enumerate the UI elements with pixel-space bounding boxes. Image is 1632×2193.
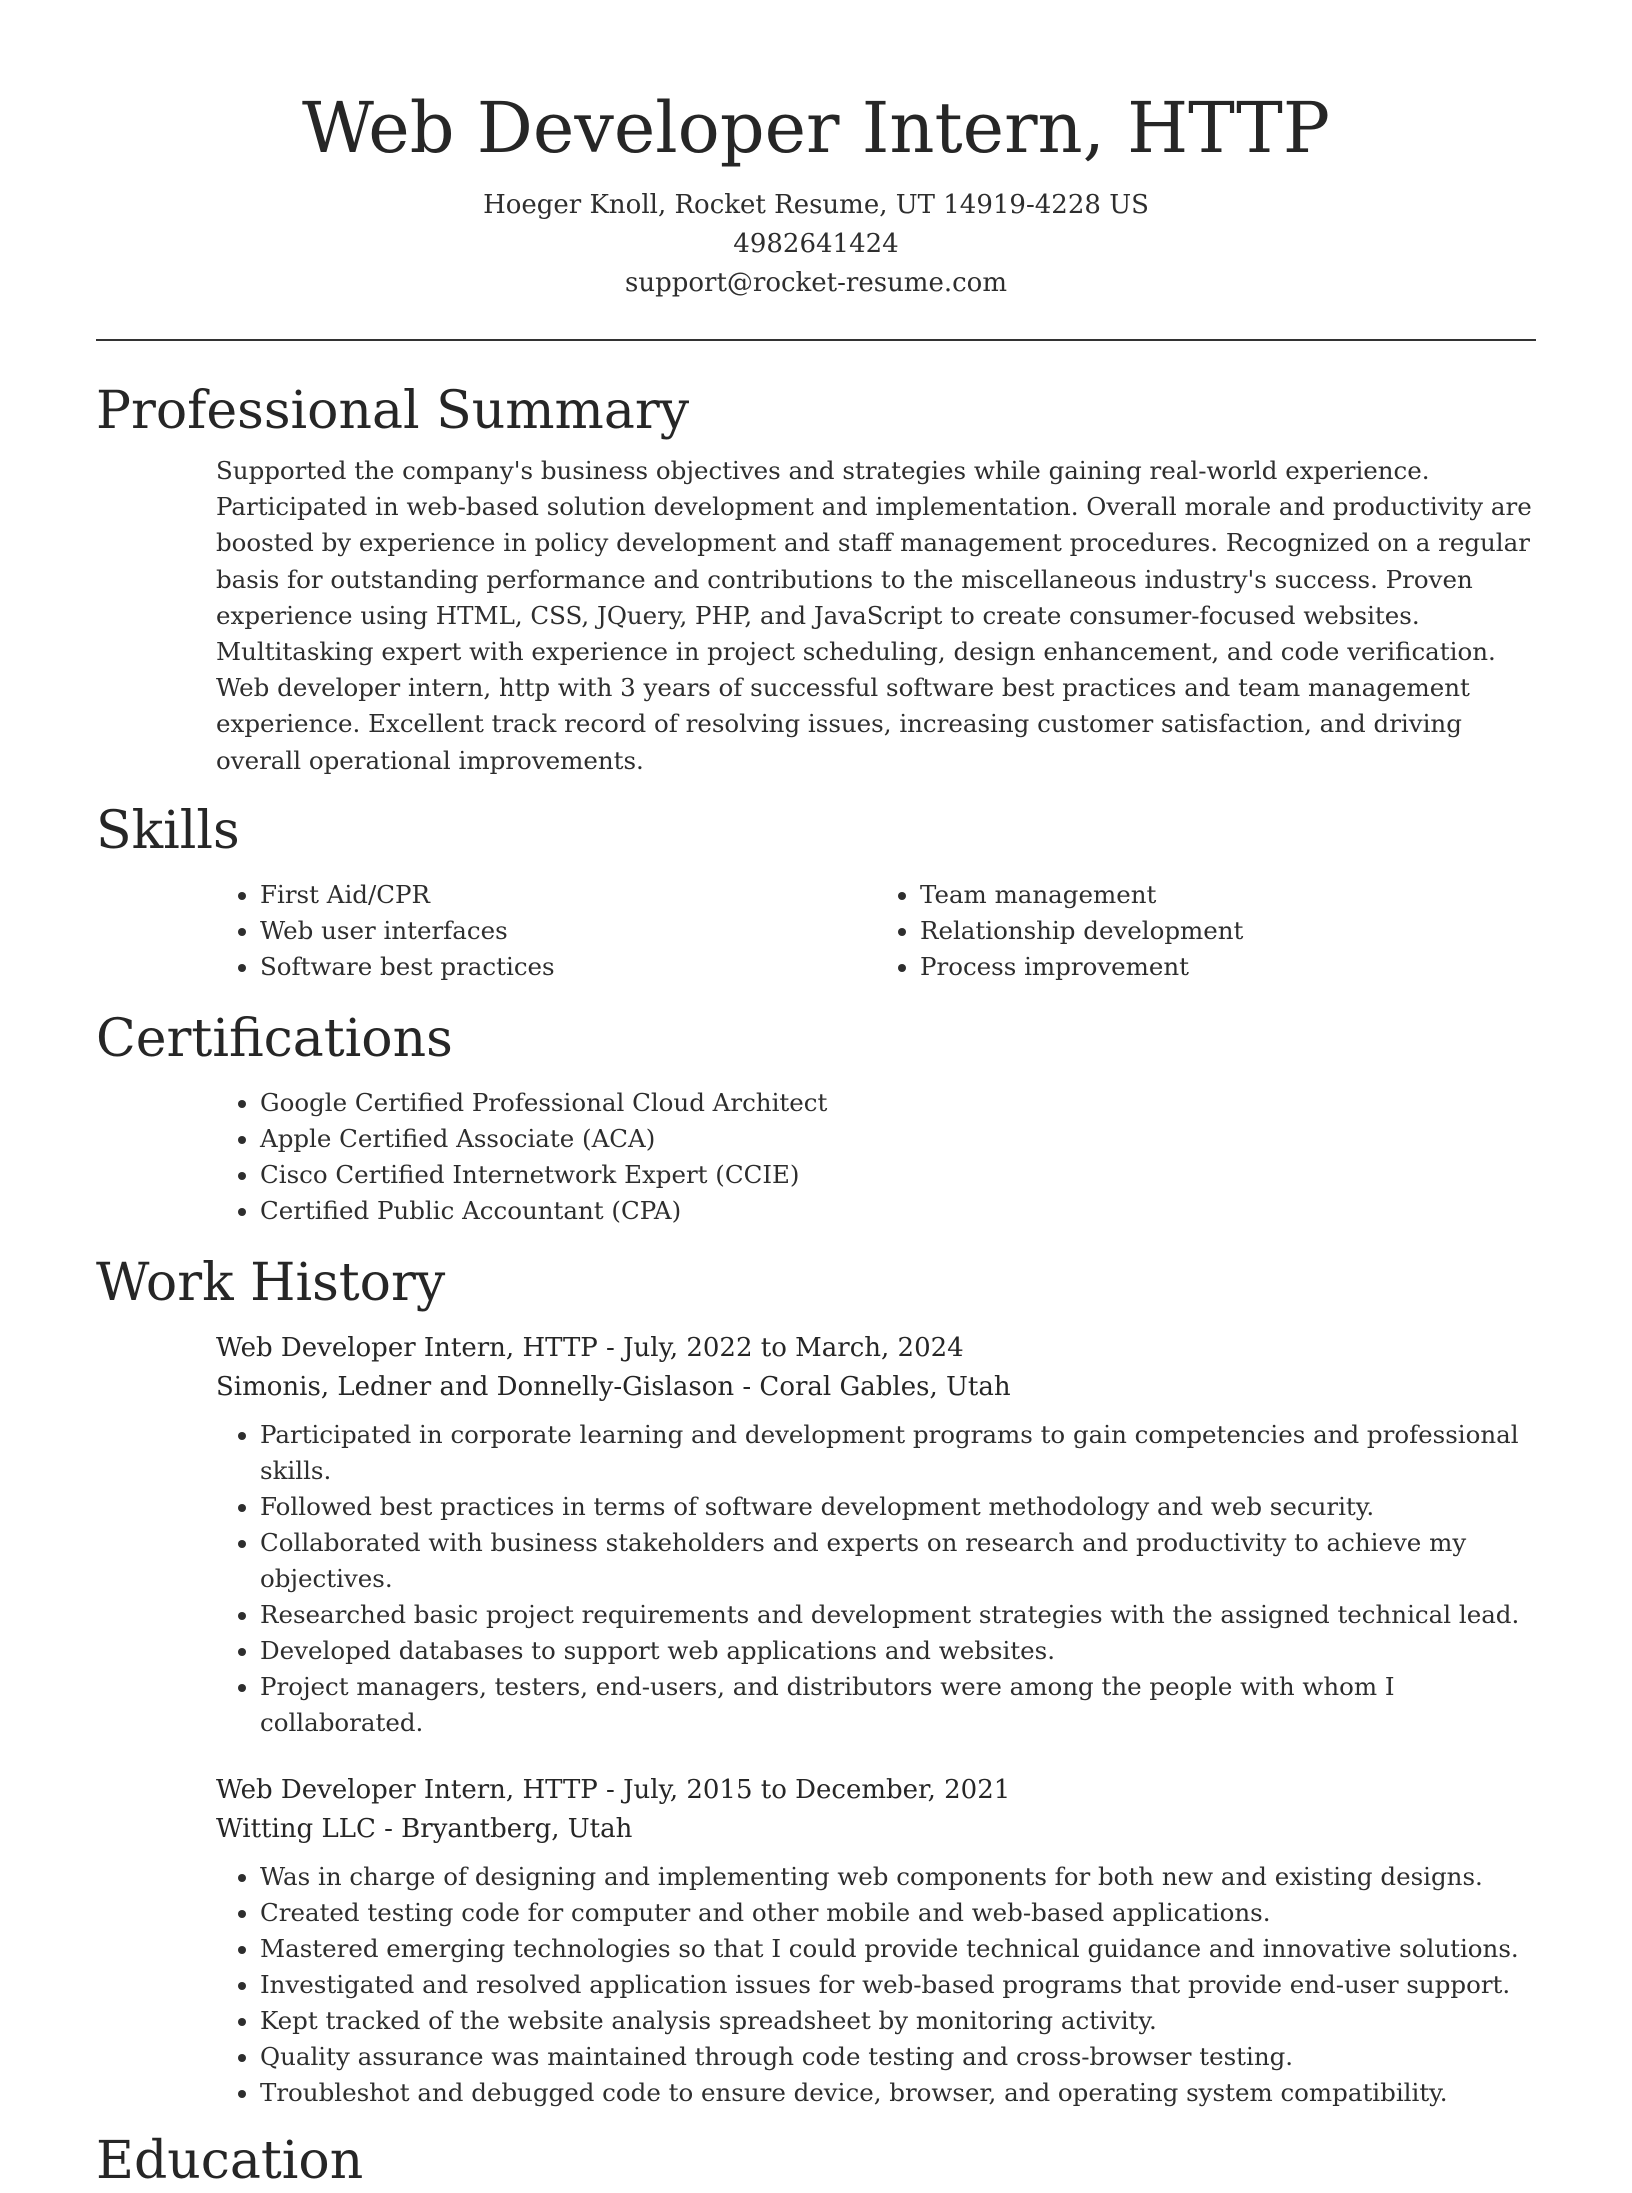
skills-list-left [216, 877, 876, 985]
job-bullet-list [96, 1859, 1536, 2111]
section-professional-summary [96, 379, 1536, 779]
list-item: • Troubleshot and debugged code to ensure device, browser, and operating system compatibility. [260, 2075, 1536, 2111]
section-title-skills: Skills [96, 800, 240, 861]
list-item: • Created testing code for computer and other mobile and web-based applications. [260, 1895, 1536, 1931]
list-item: • Kept tracked of the website analysis spreadsheet by monitoring activity. [260, 2003, 1536, 2039]
job-title: Web Developer Intern, HTTP - July, 2022 to March, 2024 [216, 1332, 964, 1363]
list-item: • Participated in corporate learning and development programs to gain competencies and professional skills. [260, 1417, 1536, 1489]
job-company: Witting LLC - Bryantberg, Utah [216, 1813, 633, 1844]
resume-header [96, 0, 1536, 303]
list-item: • Software best practices [260, 949, 876, 985]
list-item: • Process improvement [920, 949, 1536, 985]
list-item: • Mastered emerging technologies so that I could provide technical guidance and innovative solutions. [260, 1931, 1536, 1967]
list-item: • Was in charge of designing and implementing web components for both new and existing designs. [260, 1859, 1536, 1895]
contact-info [96, 186, 1536, 303]
section-work-history [96, 1251, 1536, 2111]
section-title-certifications: Certifications [96, 1008, 453, 1069]
certifications-bullets [216, 1085, 1536, 1229]
header-divider [96, 339, 1536, 341]
list-item: • Quality assurance was maintained through code testing and cross-browser testing. [260, 2039, 1536, 2075]
section-title-work-history: Work History [96, 1252, 446, 1313]
section-title-summary: Professional Summary [96, 381, 690, 441]
list-item: • Developed databases to support web applications and websites. [260, 1633, 1536, 1669]
section-education [96, 2129, 1536, 2193]
job-title: Web Developer Intern, HTTP - July, 2015 to December, 2021 [216, 1774, 1011, 1805]
list-item: • Cisco Certified Internetwork Expert (CCIE) [260, 1157, 1536, 1193]
job-bullets [216, 1859, 1536, 2111]
list-item: • Certified Public Accountant (CPA) [260, 1193, 1536, 1229]
section-skills [96, 799, 1536, 985]
list-item: • Researched basic project requirements and development strategies with the assigned technical lead. [260, 1597, 1536, 1633]
list-item: • Project managers, testers, end-users, and distributors were among the people with whom I collaborated. [260, 1669, 1536, 1741]
contact-email[interactable]: support@rocket-resume.com [624, 268, 1007, 298]
job-entry [216, 1771, 1536, 2111]
list-item: • First Aid/CPR [260, 877, 876, 913]
job-bullet-list [96, 1417, 1536, 1741]
section-title-education: Education [96, 2130, 364, 2191]
contact-address: Hoeger Knoll, Rocket Resume, UT 14919-4228 US [483, 190, 1149, 220]
list-item: • Followed best practices in terms of software development methodology and web security. [260, 1489, 1536, 1525]
list-item: • Apple Certified Associate (ACA) [260, 1121, 1536, 1157]
list-item: • Investigated and resolved application issues for web-based programs that provide end-user support. [260, 1967, 1536, 2003]
certifications-list [216, 1085, 1536, 1229]
list-item: • Google Certified Professional Cloud Architect [260, 1085, 1536, 1121]
list-item: • Relationship development [920, 913, 1536, 949]
list-item: • Web user interfaces [260, 913, 876, 949]
job-company: Simonis, Ledner and Donnelly-Gislason - Coral Gables, Utah [216, 1371, 1011, 1402]
job-bullets [216, 1417, 1536, 1741]
list-item: • Collaborated with business stakeholders and experts on research and productivity to achieve my objectives. [260, 1525, 1536, 1597]
summary-text: Supported the company's business objectives and strategies while gaining real-world experience. Participated in web-based solution development and implementation. Overall morale and productivity are boosted by experience in policy development and staff management procedures. Recognized on a regular basis for outstanding performance and contributions to the miscellaneous industry's success. Proven experience using HTML, CSS, JQuery, PHP, and JavaScript to create consumer-focused websites. Multitasking expert with experience in project scheduling, design enhancement, and code verification. Web developer intern, http with 3 years of successful software best practices and team management experience. Excellent track record of resolving issues, increasing customer satisfaction, and driving overall operational improvements. [216, 456, 1532, 775]
list-item: • Team management [920, 877, 1536, 913]
resume-name: Web Developer Intern, HTTP [302, 87, 1330, 169]
skills-grid [216, 877, 1536, 985]
section-certifications [96, 1007, 1536, 1229]
skills-list-right [876, 877, 1536, 985]
job-entry [216, 1329, 1536, 1741]
contact-phone: 4982641424 [733, 229, 899, 259]
